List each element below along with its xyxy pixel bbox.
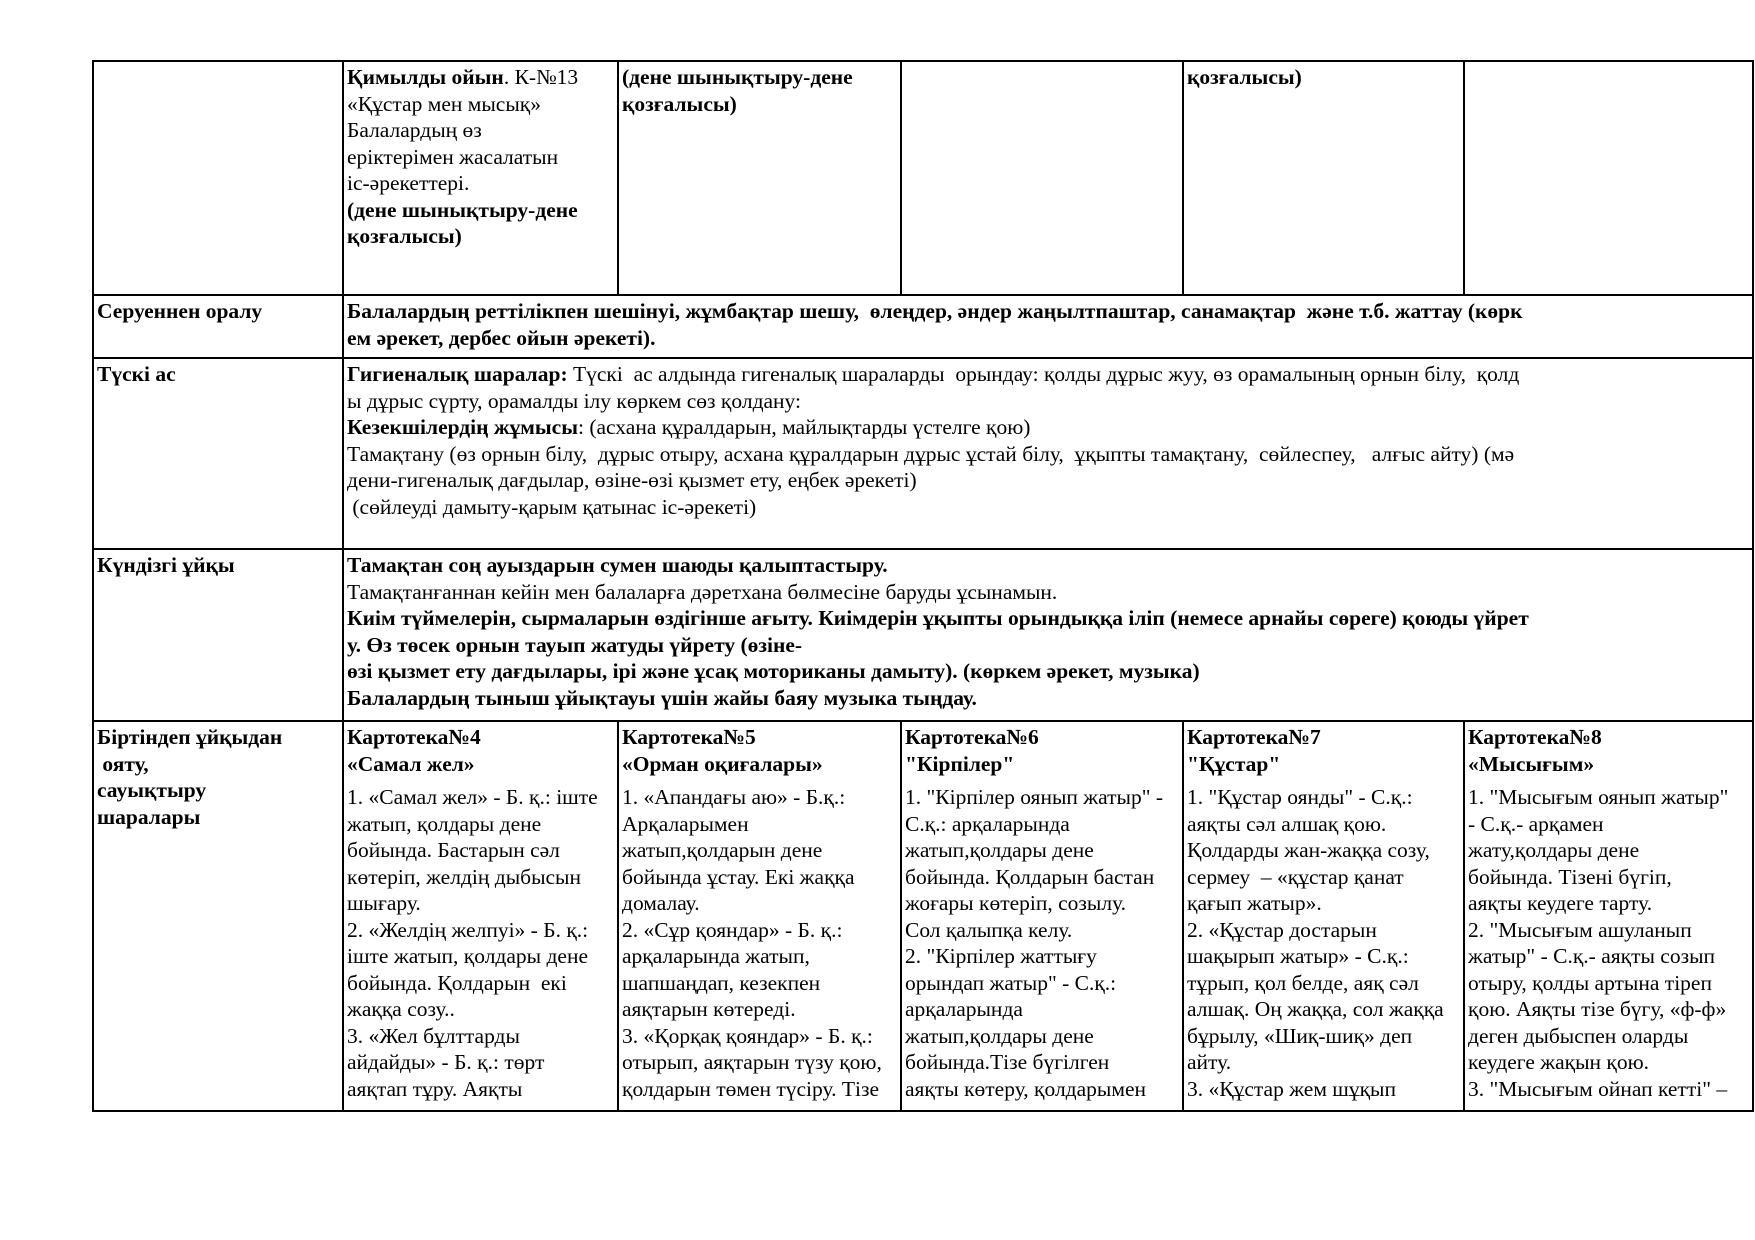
cell-col5 [1464,61,1753,295]
text-line: Біртіндеп ұйқыдан [97,725,283,749]
card-title: «Орман оқиғалары» [622,751,823,776]
card-body-line: жоғары көтеріп, созылу. [905,891,1127,915]
row-walk-games [93,61,1753,295]
card-file-7 [1183,721,1464,1111]
card-body-line: аяқтап тұру. Аяқты [347,1076,523,1101]
card-body-line: 1. "Мысығым оянып жатыр" [1468,785,1729,809]
text-run: Гигиеналық шаралар: [347,362,568,386]
text-run: дени-гигеналық дағдылар, өзіне-өзі қызмет ету, еңбек әрекеті) [347,468,917,492]
card-body-line: бойында.Тізе бүгілген [905,1050,1110,1074]
card-body-line: бойында. Қолдарын екі [347,970,567,995]
card-body-line: айдайды» - Б. қ.: төрт [347,1050,545,1074]
text-line: Балалардың тыныш ұйықтауы үшін жайы баяу музыка тыңдау. [347,685,977,710]
card-body-line: бойында ұстау. Екі жаққа [622,864,855,889]
card-body-line: сермеу – «құстар қанат [1187,864,1404,889]
card-body-line: 3. «Қорқақ қояндар» - Б. қ.: [622,1023,873,1048]
text-run: ы дұрыс сүрту, орамалды ілу көркем сөз қолдану: [347,388,801,413]
text-run: (сөйлеуді дамыту-қарым қатынас іс-әрекеті) [347,494,757,519]
card-body-line: арқаларында [905,997,1023,1021]
card-body-line: қағып жатыр». [1187,891,1322,915]
card-body-line: арқаларында жатып, [622,944,810,968]
row-label: Түскі ас [93,358,343,549]
text-line: қозғалысы) [1187,65,1302,89]
card-title: Картотека№7 [1187,725,1321,749]
row-wake-up [93,721,1753,1111]
card-body-line: 2. «Сұр қояндар» - Б. қ.: [622,917,843,942]
card-body-line: орындап жатыр" - С.қ.: [905,970,1117,995]
card-file-6 [901,721,1183,1111]
card-body-line: айту. [1187,1050,1232,1074]
card-body-line: домалау. [622,891,700,915]
card-body-line: аяқты көтеру, қолдарымен [905,1076,1147,1101]
text-line: ем әрекет, дербес ойын әрекеті). [347,325,656,350]
spacer [905,777,1179,784]
text-line [347,144,614,171]
text-run: Түскі ас алдында гигеналық шараларды орындау: қолды дұрыс жуу, өз орамалының орнын білу, қолд [567,362,1520,386]
card-body-line: кеудеге жақын қою. [1468,1050,1650,1074]
card-body-line: қолдарын төмен түсіру. Тізе [622,1076,879,1101]
text-line [347,117,614,144]
schedule-table [92,60,1754,1112]
text-line [347,361,1749,388]
text-line: Тамақтан соң ауыздарын сумен шаюды қалыптастыру. [347,553,888,577]
card-title: Картотека№5 [622,725,756,749]
card-body-line: отыру, қолды артына тіреп [1468,970,1712,995]
card-title: Картотека№4 [347,725,481,749]
card-title: Картотека№8 [1468,725,1602,749]
card-body-line: алшақ. Оң жаққа, сол жаққа [1187,997,1444,1021]
card-body-line: жатып, қолдары дене [347,811,542,836]
card-body-line: 2. "Кірпілер жаттығу [905,944,1097,968]
card-body-line: 1. «Апандағы аю» - Б.қ.: [622,785,846,809]
card-title: «Мысығым» [1468,751,1595,776]
card-title: "Кірпілер" [905,751,1015,776]
text-line: қозғалысы) [622,91,737,116]
text-run: іс-әрекеттері. [347,171,470,195]
card-body-line: шығару. [347,891,421,915]
card-body-line: аяқты кеудеге тарту. [1468,891,1653,915]
cell-col2 [618,61,901,295]
row-lunch [93,358,1753,549]
text-line [347,414,1749,441]
text-line [347,494,1749,521]
text-line [347,441,1749,468]
text-line: у. Өз төсек орнын тауып жатуды үйрету (өзіне- [347,632,803,657]
text-line [347,170,614,197]
spacer [347,777,614,784]
row-label: Күндізгі ұйқы [93,549,343,721]
text-line [347,223,614,250]
text-run: (дене шынықтыру-дене [347,197,578,222]
row-label-empty [93,61,343,295]
text-run: Қимылды ойын [347,65,504,89]
card-body-line: 1. "Кірпілер оянып жатыр" - [905,785,1164,809]
card-body-line: - С.қ.- арқамен [1468,811,1604,836]
text-line: сауықтыру [97,778,207,802]
text-run: . К-№13 [503,65,579,89]
lunch-text [343,358,1753,549]
card-body-line: бұрылу, «Шиқ-шиқ» деп [1187,1023,1413,1048]
text-line [347,91,614,118]
row-nap [93,549,1753,721]
card-body-line: тұрып, қол белде, аяқ сәл [1187,970,1419,995]
text-line [347,197,614,224]
text-run: Балалардың өз [347,118,482,142]
card-body-line: отырып, аяқтарын түзу қою, [622,1050,882,1074]
text-line: Тамақтанғаннан кейін мен балаларға дәретхана бөлмесіне баруды ұсынамын. [347,579,1058,604]
text-run: : (асхана құралдарын, майлықтарды үстелге қою) [578,415,1031,439]
card-body-line: қою. Аяқты тізе бүгу, «ф-ф» [1468,997,1727,1021]
card-title: «Самал жел» [347,751,475,776]
card-body-line: 2. «Құстар достарын [1187,917,1377,942]
nap-text [343,549,1753,721]
card-body-line: Сол қалыпқа келу. [905,917,1073,942]
text-line [347,388,1749,415]
card-title: Картотека№6 [905,725,1039,749]
card-body-line: 1. «Самал жел» - Б. қ.: іште [347,785,598,809]
card-body-line: С.қ.: арқаларында [905,811,1070,836]
card-body-line: бойында. Тізені бүгіп, [1468,864,1672,889]
card-file-4 [343,721,618,1111]
card-body-line: Қолдарды жан-жаққа созу, [1187,838,1430,862]
card-body-line: 3. «Құстар жем шұқып [1187,1076,1397,1101]
text-line [347,467,1749,494]
card-body-line: 3. «Жел бұлттарды [347,1023,520,1048]
card-body-line: іште жатып, қолдары дене [347,944,589,968]
card-body-line: жатып,қолдары дене [905,838,1094,862]
card-body-line: шапшаңдап, кезекпен [622,970,821,995]
card-body-line: жатыр" - С.қ.- аяқты созып [1468,944,1716,968]
spacer [622,777,897,784]
spacer [1468,777,1749,784]
text-run: еріктерімен жасалатын [347,144,559,169]
card-body-line: 3. "Мысығым ойнап кетті" – [1468,1076,1728,1101]
row-return-from-walk [93,295,1753,358]
card-body-line: аяқты сәл алшақ қою. [1187,811,1387,836]
card-body-line: Арқаларымен [622,811,749,836]
text-run: қозғалысы) [347,224,462,248]
spacer [1187,777,1460,784]
card-file-8 [1464,721,1753,1111]
text-line: шаралары [97,804,201,829]
card-body-line: жатып,қолдары дене [905,1023,1094,1048]
card-body-line: шақырып жатыр» - С.қ.: [1187,944,1409,968]
cell-col4 [1183,61,1464,295]
text-line: Балалардың реттілікпен шешінуі, жұмбақтар шешу, өлеңдер, әндер жаңылтпаштар, санамақтар және т.б. жаттау (көрк [347,299,1523,323]
text-line: Киім түймелерін, сырмаларын өздігінше ағыту. Киімдерін ұқыпты орындыққа іліп (немесе арнайы сөреге) қоюды үйрет [347,606,1529,630]
card-body-line: бойында. Бастарын сәл [347,838,560,862]
card-body-line: бойында. Қолдарын бастан [905,864,1155,889]
row-label [93,721,343,1111]
card-body-line: жату,қолдары дене [1468,838,1640,862]
card-body-line: аяқтарын көтереді. [622,997,796,1021]
card-file-5 [618,721,901,1111]
text-run: Кезекшілердің жұмысы [347,415,578,439]
return-from-walk-text [343,295,1753,358]
card-body-line: 2. "Мысығым ашуланып [1468,917,1692,942]
card-body-line: жатып,қолдарын дене [622,838,823,862]
text-run: «Құстар мен мысық» [347,91,541,116]
card-title: "Құстар" [1187,751,1281,776]
text-run: Тамақтану (өз орнын білу, дұрыс отыру, асхана құралдарын дұрыс ұстай білу, ұқыпты тамақтану, сөйлеспеу, алғыс айту) (мә [347,441,1515,466]
text-line [347,64,614,91]
card-body-line: деген дыбыспен оларды [1468,1023,1689,1048]
card-body-line: көтеріп, желдің дыбысын [347,864,582,889]
text-line: (дене шынықтыру-дене [622,65,853,89]
text-line: ояту, [97,751,149,776]
cell-col3 [901,61,1183,295]
row-label: Серуеннен оралу [93,295,343,358]
text-line: өзі қызмет ету дағдылары, ірі және ұсақ моториканы дамыту). (көркем әрекет, музыка) [347,659,1200,683]
movement-game-cell [343,61,618,295]
card-body-line: жаққа созу.. [347,997,455,1021]
card-body-line: 1. "Құстар оянды" - С.қ.: [1187,785,1413,809]
card-body-line: 2. «Желдің желпуі» - Б. қ.: [347,917,589,942]
